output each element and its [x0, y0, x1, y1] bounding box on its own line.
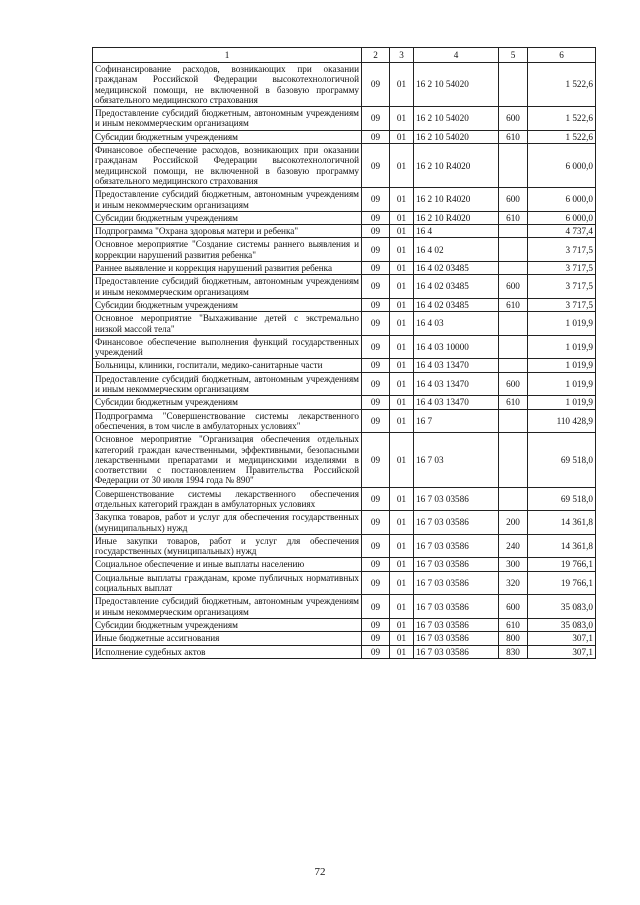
row-name-cell: Основное мероприятие "Создание системы раннего выявления и коррекции нарушений развития ребенка" — [93, 238, 362, 262]
amount-cell: 14 361,8 — [528, 534, 596, 558]
target-article-cell: 16 4 03 13470 — [414, 359, 499, 372]
subsection-code-cell: 01 — [390, 359, 414, 372]
subsection-code-cell: 01 — [390, 511, 414, 535]
target-article-cell: 16 2 10 54020 — [414, 107, 499, 131]
target-article-cell: 16 4 03 — [414, 312, 499, 336]
section-code-cell: 09 — [362, 262, 390, 275]
amount-cell: 19 766,1 — [528, 571, 596, 595]
section-code-cell: 09 — [362, 372, 390, 396]
row-name-cell: Субсидии бюджетным учреждениям — [93, 618, 362, 631]
subsection-code-cell: 01 — [390, 188, 414, 212]
row-name-cell: Исполнение судебных актов — [93, 645, 362, 658]
table-row — [93, 534, 596, 558]
section-code-cell: 09 — [362, 275, 390, 299]
table-row — [93, 335, 596, 359]
row-name-cell: Предоставление субсидий бюджетным, автономным учреждениям и иным некоммерческим организациям — [93, 107, 362, 131]
amount-cell: 35 083,0 — [528, 595, 596, 619]
row-name-cell: Подпрограмма "Охрана здоровья матери и ребенка" — [93, 225, 362, 238]
section-code-cell: 09 — [362, 632, 390, 645]
section-code-cell: 09 — [362, 188, 390, 212]
target-article-cell: 16 7 03 03586 — [414, 645, 499, 658]
expense-type-cell — [499, 359, 528, 372]
row-name-cell: Предоставление субсидий бюджетным, автономным учреждениям и иным некоммерческим организациям — [93, 372, 362, 396]
table-row — [93, 571, 596, 595]
expense-type-cell — [499, 63, 528, 107]
amount-cell: 110 428,9 — [528, 409, 596, 433]
row-name-cell: Субсидии бюджетным учреждениям — [93, 396, 362, 409]
amount-cell: 3 717,5 — [528, 275, 596, 299]
expense-type-cell — [499, 238, 528, 262]
target-article-cell: 16 2 10 R4020 — [414, 188, 499, 212]
subsection-code-cell: 01 — [390, 298, 414, 311]
row-name-cell: Финансовое обеспечение выполнения функций государственных учреждений — [93, 335, 362, 359]
target-article-cell: 16 7 03 03586 — [414, 571, 499, 595]
subsection-code-cell: 01 — [390, 409, 414, 433]
subsection-code-cell: 01 — [390, 144, 414, 188]
table-row — [93, 225, 596, 238]
amount-cell: 1 522,6 — [528, 63, 596, 107]
section-code-cell: 09 — [362, 511, 390, 535]
expense-type-cell: 600 — [499, 107, 528, 131]
expense-type-cell: 610 — [499, 130, 528, 143]
target-article-cell: 16 7 03 — [414, 433, 499, 487]
subsection-code-cell: 01 — [390, 632, 414, 645]
section-code-cell: 09 — [362, 130, 390, 143]
amount-cell: 69 518,0 — [528, 433, 596, 487]
section-code-cell: 09 — [362, 409, 390, 433]
subsection-code-cell: 01 — [390, 238, 414, 262]
header-cell: 6 — [528, 48, 596, 63]
section-code-cell: 09 — [362, 359, 390, 372]
table-row — [93, 595, 596, 619]
section-code-cell: 09 — [362, 396, 390, 409]
table-row — [93, 433, 596, 487]
subsection-code-cell: 01 — [390, 312, 414, 336]
table-row — [93, 372, 596, 396]
table-row — [93, 359, 596, 372]
amount-cell: 3 717,5 — [528, 262, 596, 275]
row-name-cell: Больницы, клиники, госпитали, медико-санитарные части — [93, 359, 362, 372]
target-article-cell: 16 4 03 13470 — [414, 372, 499, 396]
target-article-cell: 16 4 02 03485 — [414, 298, 499, 311]
row-name-cell: Раннее выявление и коррекция нарушений развития ребенка — [93, 262, 362, 275]
subsection-code-cell: 01 — [390, 275, 414, 299]
target-article-cell: 16 4 02 — [414, 238, 499, 262]
expense-type-cell: 610 — [499, 211, 528, 224]
row-name-cell: Субсидии бюджетным учреждениям — [93, 211, 362, 224]
subsection-code-cell: 01 — [390, 211, 414, 224]
subsection-code-cell: 01 — [390, 262, 414, 275]
section-code-cell: 09 — [362, 558, 390, 571]
target-article-cell: 16 7 03 03586 — [414, 534, 499, 558]
expense-type-cell: 300 — [499, 558, 528, 571]
expense-type-cell: 610 — [499, 618, 528, 631]
section-code-cell: 09 — [362, 298, 390, 311]
expense-type-cell — [499, 312, 528, 336]
amount-cell: 69 518,0 — [528, 487, 596, 511]
row-name-cell: Предоставление субсидий бюджетным, автономным учреждениям и иным некоммерческим организациям — [93, 188, 362, 212]
subsection-code-cell: 01 — [390, 595, 414, 619]
row-name-cell: Субсидии бюджетным учреждениям — [93, 130, 362, 143]
amount-cell: 19 766,1 — [528, 558, 596, 571]
table-row — [93, 618, 596, 631]
table-row — [93, 511, 596, 535]
subsection-code-cell: 01 — [390, 225, 414, 238]
expense-type-cell — [499, 487, 528, 511]
subsection-code-cell: 01 — [390, 107, 414, 131]
row-name-cell: Социальные выплаты гражданам, кроме публичных нормативных социальных выплат — [93, 571, 362, 595]
table-row — [93, 409, 596, 433]
section-code-cell: 09 — [362, 312, 390, 336]
row-name-cell: Предоставление субсидий бюджетным, автономным учреждениям и иным некоммерческим организациям — [93, 595, 362, 619]
amount-cell: 4 737,4 — [528, 225, 596, 238]
header-row — [93, 48, 596, 63]
target-article-cell: 16 4 03 13470 — [414, 396, 499, 409]
section-code-cell: 09 — [362, 487, 390, 511]
expense-type-cell — [499, 262, 528, 275]
row-name-cell: Социальное обеспечение и иные выплаты населению — [93, 558, 362, 571]
target-article-cell: 16 7 03 03586 — [414, 558, 499, 571]
amount-cell: 307,1 — [528, 632, 596, 645]
target-article-cell: 16 7 03 03586 — [414, 487, 499, 511]
header-cell: 5 — [499, 48, 528, 63]
target-article-cell: 16 4 03 10000 — [414, 335, 499, 359]
section-code-cell: 09 — [362, 144, 390, 188]
target-article-cell: 16 7 03 03586 — [414, 618, 499, 631]
row-name-cell: Софинансирование расходов, возникающих при оказании гражданам Российской Федерации высокотехнологичной медицинской помощи, не включенной в базовую программу обязательного медицинского страхования — [93, 63, 362, 107]
expense-type-cell: 600 — [499, 595, 528, 619]
section-code-cell: 09 — [362, 225, 390, 238]
amount-cell: 14 361,8 — [528, 511, 596, 535]
row-name-cell: Иные бюджетные ассигнования — [93, 632, 362, 645]
row-name-cell: Подпрограмма "Совершенствование системы лекарственного обеспечения, в том числе в амбулаторных условиях" — [93, 409, 362, 433]
expense-type-cell: 600 — [499, 372, 528, 396]
row-name-cell: Предоставление субсидий бюджетным, автономным учреждениям и иным некоммерческим организациям — [93, 275, 362, 299]
target-article-cell: 16 7 03 03586 — [414, 595, 499, 619]
subsection-code-cell: 01 — [390, 534, 414, 558]
section-code-cell: 09 — [362, 211, 390, 224]
table-row — [93, 262, 596, 275]
section-code-cell: 09 — [362, 618, 390, 631]
table-row — [93, 558, 596, 571]
subsection-code-cell: 01 — [390, 372, 414, 396]
header-cell: 2 — [362, 48, 390, 63]
header-cell: 3 — [390, 48, 414, 63]
section-code-cell: 09 — [362, 534, 390, 558]
amount-cell: 1 019,9 — [528, 312, 596, 336]
subsection-code-cell: 01 — [390, 487, 414, 511]
header-cell: 4 — [414, 48, 499, 63]
amount-cell: 6 000,0 — [528, 144, 596, 188]
subsection-code-cell: 01 — [390, 335, 414, 359]
target-article-cell: 16 2 10 R4020 — [414, 211, 499, 224]
target-article-cell: 16 2 10 R4020 — [414, 144, 499, 188]
subsection-code-cell: 01 — [390, 396, 414, 409]
expense-type-cell: 610 — [499, 396, 528, 409]
table-row — [93, 130, 596, 143]
table-row — [93, 211, 596, 224]
row-name-cell: Иные закупки товаров, работ и услуг для обеспечения государственных (муниципальных) нужд — [93, 534, 362, 558]
expense-type-cell: 320 — [499, 571, 528, 595]
section-code-cell: 09 — [362, 107, 390, 131]
amount-cell: 1 019,9 — [528, 372, 596, 396]
target-article-cell: 16 7 — [414, 409, 499, 433]
row-name-cell: Совершенствование системы лекарственного обеспечения отдельных категорий граждан в амбулаторных условиях — [93, 487, 362, 511]
target-article-cell: 16 7 03 03586 — [414, 511, 499, 535]
amount-cell: 3 717,5 — [528, 298, 596, 311]
expense-type-cell — [499, 144, 528, 188]
row-name-cell: Закупка товаров, работ и услуг для обеспечения государственных (муниципальных) нужд — [93, 511, 362, 535]
subsection-code-cell: 01 — [390, 433, 414, 487]
budget-table — [92, 47, 596, 659]
target-article-cell: 16 2 10 54020 — [414, 130, 499, 143]
table-row — [93, 312, 596, 336]
amount-cell: 1 019,9 — [528, 396, 596, 409]
subsection-code-cell: 01 — [390, 130, 414, 143]
page-number: 72 — [314, 866, 326, 878]
amount-cell: 6 000,0 — [528, 188, 596, 212]
table-row — [93, 63, 596, 107]
expense-type-cell: 830 — [499, 645, 528, 658]
subsection-code-cell: 01 — [390, 63, 414, 107]
table-row — [93, 275, 596, 299]
row-name-cell: Финансовое обеспечение расходов, возникающих при оказании гражданам Российской Федерации высокотехнологичной медицинской помощи, не включенной в базовую программу обязательного медицинского страхования — [93, 144, 362, 188]
subsection-code-cell: 01 — [390, 571, 414, 595]
table-row — [93, 645, 596, 658]
target-article-cell: 16 4 02 03485 — [414, 275, 499, 299]
table-row — [93, 238, 596, 262]
table-row — [93, 632, 596, 645]
target-article-cell: 16 4 02 03485 — [414, 262, 499, 275]
table-row — [93, 298, 596, 311]
amount-cell: 1 019,9 — [528, 359, 596, 372]
subsection-code-cell: 01 — [390, 645, 414, 658]
amount-cell: 1 522,6 — [528, 130, 596, 143]
expense-type-cell — [499, 433, 528, 487]
expense-type-cell: 600 — [499, 275, 528, 299]
amount-cell: 307,1 — [528, 645, 596, 658]
section-code-cell: 09 — [362, 645, 390, 658]
amount-cell: 6 000,0 — [528, 211, 596, 224]
amount-cell: 3 717,5 — [528, 238, 596, 262]
section-code-cell: 09 — [362, 571, 390, 595]
expense-type-cell: 600 — [499, 188, 528, 212]
table-row — [93, 188, 596, 212]
section-code-cell: 09 — [362, 238, 390, 262]
table-row — [93, 487, 596, 511]
expense-type-cell: 610 — [499, 298, 528, 311]
section-code-cell: 09 — [362, 63, 390, 107]
expense-type-cell — [499, 409, 528, 433]
section-code-cell: 09 — [362, 595, 390, 619]
amount-cell: 1 019,9 — [528, 335, 596, 359]
subsection-code-cell: 01 — [390, 558, 414, 571]
header-cell: 1 — [93, 48, 362, 63]
table-row — [93, 396, 596, 409]
amount-cell: 1 522,6 — [528, 107, 596, 131]
expense-type-cell: 240 — [499, 534, 528, 558]
table-row — [93, 144, 596, 188]
target-article-cell: 16 7 03 03586 — [414, 632, 499, 645]
subsection-code-cell: 01 — [390, 618, 414, 631]
expense-type-cell — [499, 335, 528, 359]
target-article-cell: 16 2 10 54020 — [414, 63, 499, 107]
amount-cell: 35 083,0 — [528, 618, 596, 631]
table-body — [93, 63, 596, 659]
expense-type-cell: 200 — [499, 511, 528, 535]
row-name-cell: Основное мероприятие "Организация обеспечения отдельных категорий граждан качественными, эффективными, безопасными лекарственными препаратами и медицинскими изделиями в соответствии с постановлением Правительства Российской Федерации от 30 июля 1994 года № 890" — [93, 433, 362, 487]
expense-type-cell: 800 — [499, 632, 528, 645]
expense-type-cell — [499, 225, 528, 238]
section-code-cell: 09 — [362, 433, 390, 487]
section-code-cell: 09 — [362, 335, 390, 359]
row-name-cell: Основное мероприятие "Выхаживание детей с экстремально низкой массой тела" — [93, 312, 362, 336]
row-name-cell: Субсидии бюджетным учреждениям — [93, 298, 362, 311]
target-article-cell: 16 4 — [414, 225, 499, 238]
table-row — [93, 107, 596, 131]
